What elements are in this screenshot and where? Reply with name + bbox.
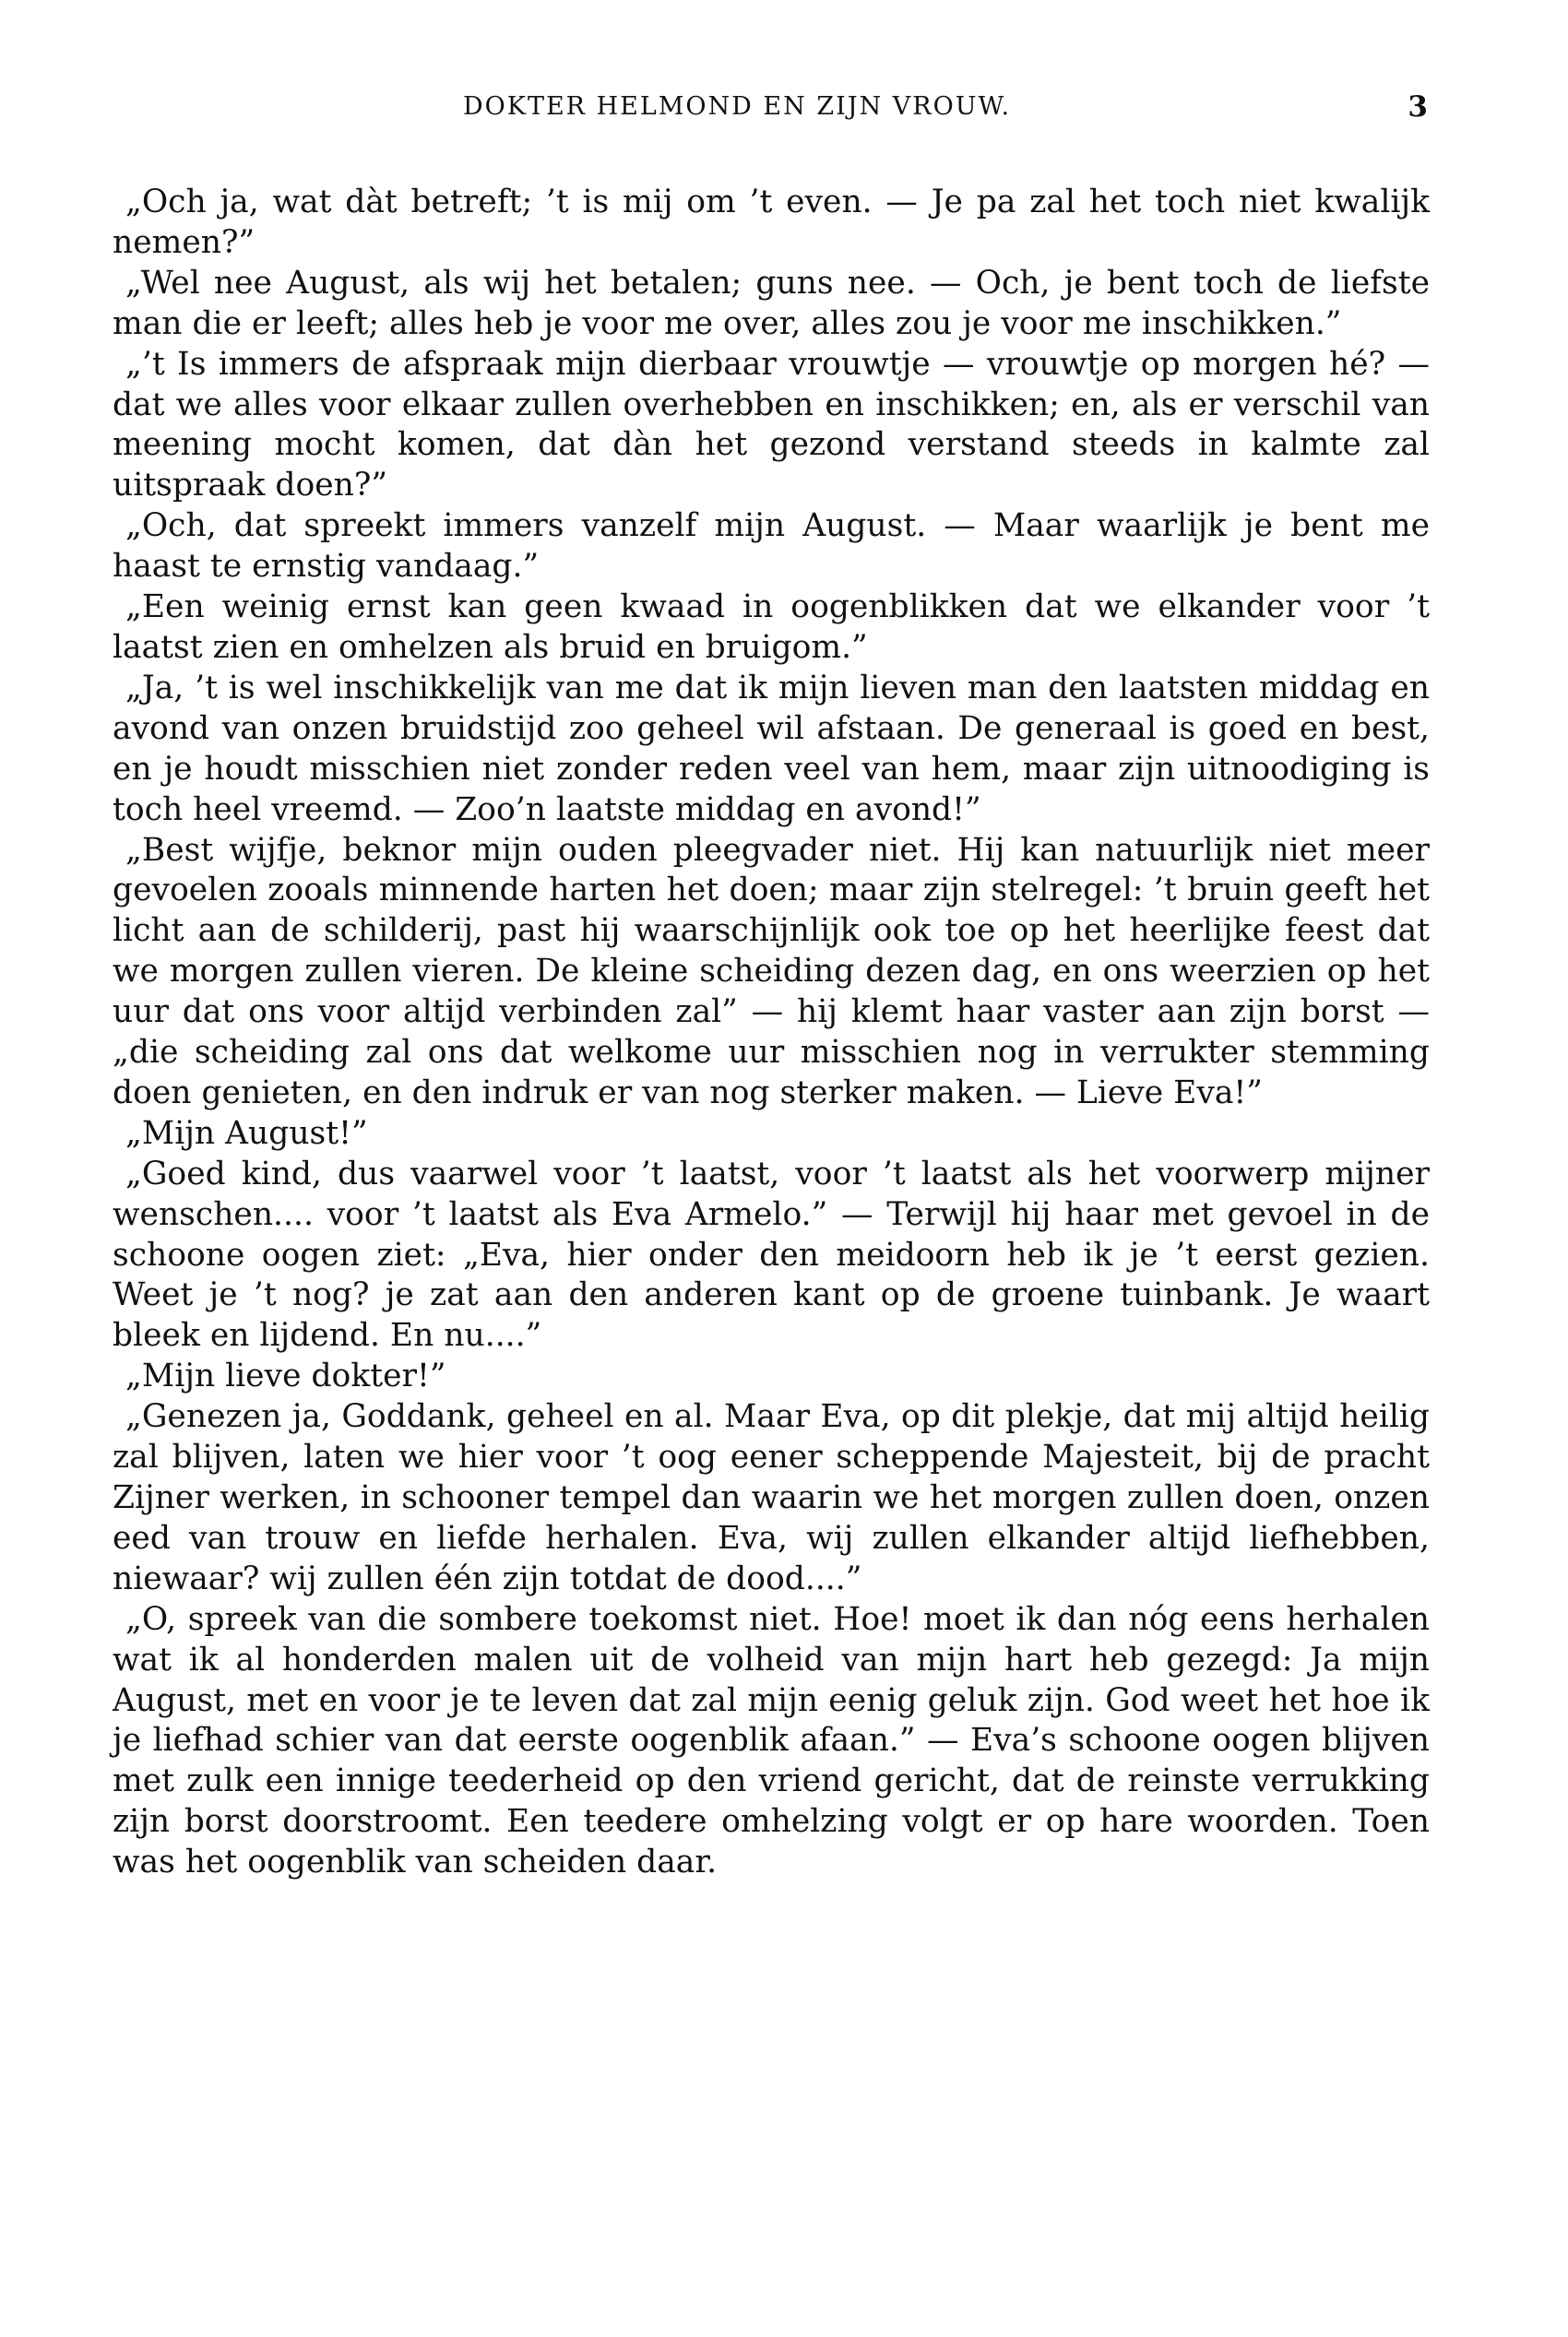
paragraph: „Och, dat spreekt immers vanzelf mijn August. — Maar waarlijk je bent me haast te ernstig vandaag.” [113, 507, 1430, 586]
paragraph: „O, spreek van die sombere toekomst niet. Hoe! moet ik dan nóg eens herhalen wat ik al honderden malen uit de volheid van mijn hart heb gezegd: Ja mijn August, met en voor je te leven dat zal mijn eenig geluk zijn. God weet het hoe ik je liefhad schier van dat eerste oogenblik afaan.” — Eva’s schoone oogen blijven met zulk een innige teederheid op den vriend gericht, dat de reinste verrukking zijn borst doorstroomt. Een teedere omhelzing volgt er op hare woorden. Toen was het oogenblik van scheiden daar. [113, 1600, 1430, 1881]
paragraph: „Mijn August!” [125, 1114, 368, 1152]
paragraph: „Een weinig ernst kan geen kwaad in oogenblikken dat we elkander voor ’t laatst zien en omhelzen als bruid en bruigom.” [113, 588, 1430, 666]
running-title: DOKTER HELMOND EN ZIJN VROUW. [463, 92, 1012, 121]
paragraph: „Wel nee August, als wij het betalen; guns nee. — Och, je bent toch de liefste man die er leeft; alles heb je voor me over, alles zou je voor me inschikken.” [113, 264, 1430, 342]
paragraph: „Ja, ’t is wel inschikkelijk van me dat ik mijn lieven man den laatsten middag en avond van onzen bruidstijd zoo geheel wil afstaan. De generaal is goed en best, en je houdt misschien niet zonder reden veel van hem, maar zijn uitnoodiging is toch heel vreemd. — Zoo’n laatste middag en avond!” [113, 669, 1430, 828]
paragraph: „Goed kind, dus vaarwel voor ’t laatst, voor ’t laatst als het voorwerp mijner wenschen.... voor ’t laatst als Eva Armelo.” — Terwijl hij haar met gevoel in de schoone oogen ziet: „Eva, hier onder den meidoorn heb ik je ’t eerst gezien. Weet je ’t nog? je zat aan den anderen kant op de groene tuinbank. Je waart bleek en lijdend. En nu....” [113, 1155, 1430, 1355]
paragraph: „Mijn lieve dokter!” [125, 1358, 446, 1395]
running-header [113, 92, 1430, 129]
paragraph: „Genezen ja, Goddank, geheel en al. Maar Eva, op dit plekje, dat mij altijd heilig zal blijven, laten we hier voor ’t oog eener scheppende Majesteit, bij de pracht Zijner werken, in schooner tempel dan waarin we het morgen zullen doen, onzen eed van trouw en liefde herhalen. Eva, wij zullen elkander altijd liefhebben, niewaar? wij zullen één zijn totdat de dood....” [113, 1398, 1430, 1597]
body-text [113, 183, 1430, 1883]
page-number: 3 [1408, 90, 1430, 124]
paragraph: „Och ja, wat dàt betreft; ’t is mij om ’t even. — Je pa zal het toch niet kwalijk nemen?” [113, 184, 1430, 261]
paragraph: „Best wijfje, beknor mijn ouden pleegvader niet. Hij kan natuurlijk niet meer gevoelen zooals minnende harten het doen; maar zijn stelregel: ’t bruin geeft het licht aan de schilderij, past hij waarschijnlijk ook toe op het heerlijke feest dat we morgen zullen vieren. De kleine scheiding dezen dag, en ons weerzien op het uur dat ons voor altijd verbinden zal” — hij klemt haar vaster aan zijn borst — „die scheiding zal ons dat welkome uur misschien nog in verrukter stemming doen genieten, en den indruk er van nog sterker maken. — Lieve Eva!” [113, 831, 1430, 1111]
paragraph: „’t Is immers de afspraak mijn dierbaar vrouwtje — vrouwtje op morgen hé? — dat we alles voor elkaar zullen overhebben en inschikken; en, als er verschil van meening mocht komen, dat dàn het gezond verstand steeds in kalmte zal uitspraak doen?” [113, 345, 1430, 504]
